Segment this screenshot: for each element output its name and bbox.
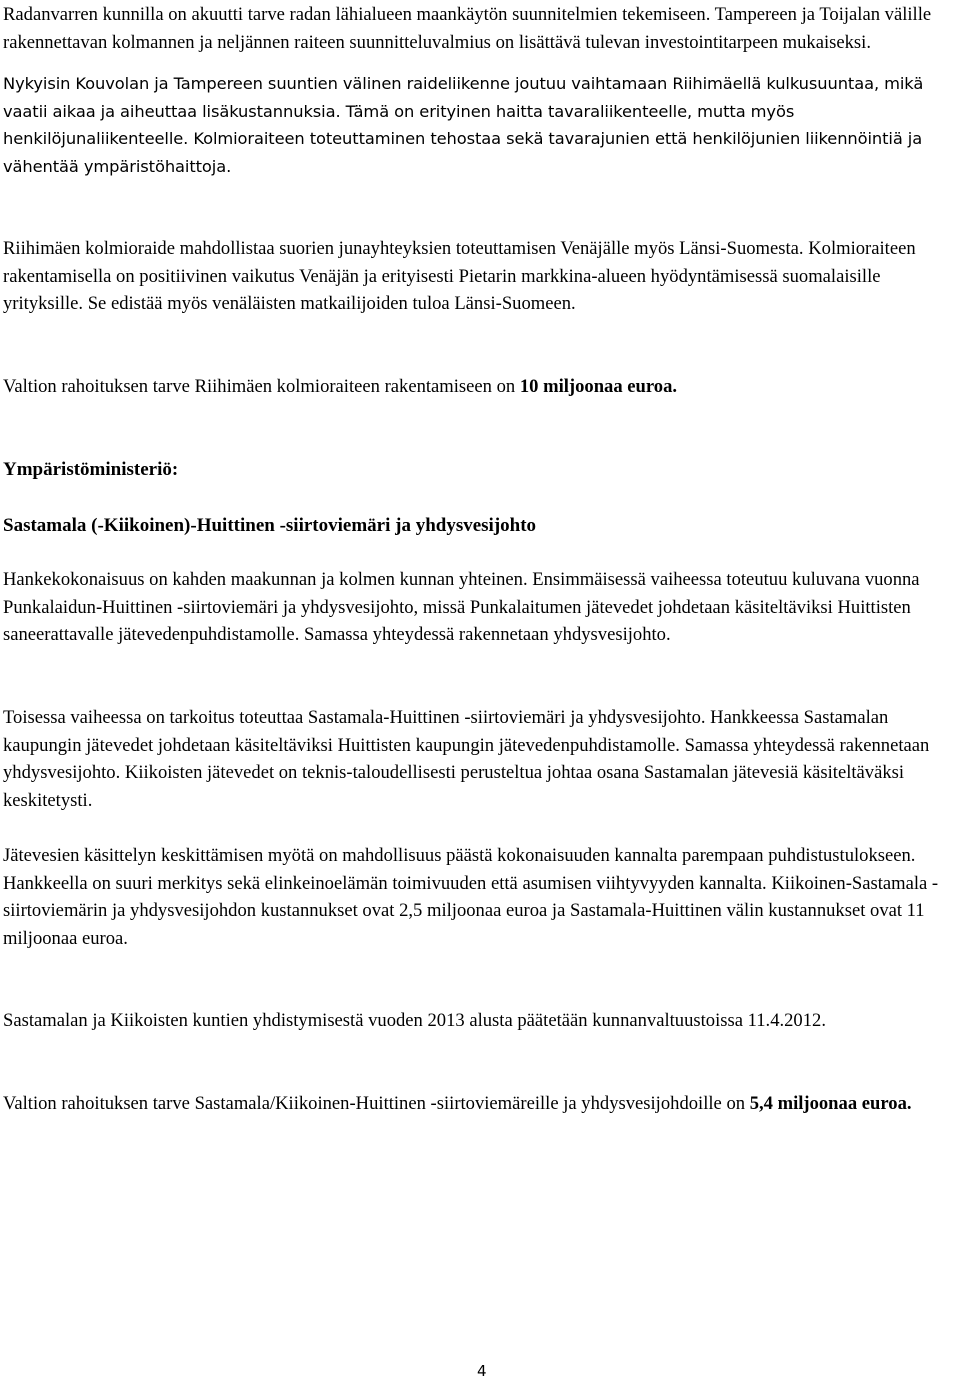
paragraph-kouvola-tampere-traffic: Nykyisin Kouvolan ja Tampereen suuntien välinen raideliikenne joutuu vaihtamaan Riihimäellä kulkusuuntaa, mikä vaatii aikaa ja aiheuttaa lisäkustannuksia. Tämä on erityinen haitta tavaraliikenteelle, mutta myös henkilöjunaliikenteelle. Kolmioraiteen toteuttaminen tehostaa sekä tavarajunien että henkilöjunien liikennöintiä ja vähentää ympäristöhaittoja.: [3, 74, 924, 176]
paragraph-riihimaki-funding: [3, 373, 957, 401]
paragraph-rail-planning: Radanvarren kunnilla on akuutti tarve radan lähialueen maankäytön suunnitelmien tekemiseen. Tampereen ja Toijalan välille rakennettavan kolmannen ja neljännen raiteen suunnitteluvalmius on lisättävä tulevan investointitarpeen mukaiseksi.: [3, 4, 932, 53]
page-number: 4: [477, 1362, 487, 1380]
sewer-funding-amount: 5,4 miljoonaa euroa.: [749, 1093, 912, 1114]
project-heading: Sastamala (-Kiikoinen)-Huittinen -siirtoviemäri ja yhdysvesijohto: [3, 515, 537, 536]
paragraph-second-phase: Toisessa vaiheessa on tarkoitus toteuttaa Sastamala-Huittinen -siirtoviemäri ja yhdysvesijohto. Hankkeessa Sastamalan kaupungin jätevedet johdetaan käsiteltäviksi Huittisten kaupungin jätevedenpuhdistamolle. Samassa yhteydessä rakennetaan yhdysvesijohto. Kiikoisten jätevedet on teknis-taloudellisesti perusteltua johtaa osana Sastamalan jätevesiä käsiteltäväksi keskitetysti.: [3, 707, 930, 811]
paragraph-wastewater-benefits: Jätevesien käsittelyn keskittämisen myötä on mahdollisuus päästä kokonaisuuden kannalta parempaan puhdistustulokseen. Hankkeella on suuri merkitys sekä elinkeinoelämän toimivuuden että asumisen viihtyvyyden kannalta. Kiikoinen-Sastamala -siirtoviemärin ja yhdysvesijohdon kustannukset ovat 2,5 miljoonaa euroa ja Sastamala-Huittinen välin kustannukset ovat 11 miljoonaa euroa.: [3, 845, 939, 949]
funding-text: Valtion rahoituksen tarve Riihimäen kolmioraiteen rakentamiseen on: [3, 376, 520, 397]
paragraph-project-overview: Hankekokonaisuus on kahden maakunnan ja kolmen kunnan yhteinen. Ensimmäisessä vaiheessa toteutuu kuluvana vuonna Punkalaidun-Huittinen -siirtoviemäri ja yhdysvesijohto, missä Punkalaitumen jätevedet johdetaan käsiteltäviksi Huittisten saneerattavalle jätevedenpuhdistamolle. Samassa yhteydessä rakennetaan yhdysvesijohto.: [3, 569, 920, 646]
ministry-heading: Ympäristöministeriö:: [3, 459, 179, 480]
sewer-funding-text: Valtion rahoituksen tarve Sastamala/Kiikoinen-Huittinen -siirtoviemäreille ja yhdysvesijohdoille on: [3, 1093, 750, 1114]
paragraph-riihimaki-triangle: Riihimäen kolmioraide mahdollistaa suorien junayhteyksien toteuttamisen Venäjälle myös Länsi-Suomesta. Kolmioraiteen rakentamisella on positiivinen vaikutus Venäjän ja erityisesti Pietarin markkina-alueen hyödyntämisessä suomalaisille yrityksille. Se edistää myös venäläisten matkailijoiden tuloa Länsi-Suomeen.: [3, 238, 916, 315]
document-page: [3, 0, 957, 1385]
paragraph-sewer-funding: [3, 1090, 957, 1118]
funding-amount: 10 miljoonaa euroa.: [519, 376, 678, 397]
paragraph-municipal-merger: Sastamalan ja Kiikoisten kuntien yhdistymisestä vuoden 2013 alusta päätetään kunnanvaltuustoissa 11.4.2012.: [3, 1010, 826, 1031]
